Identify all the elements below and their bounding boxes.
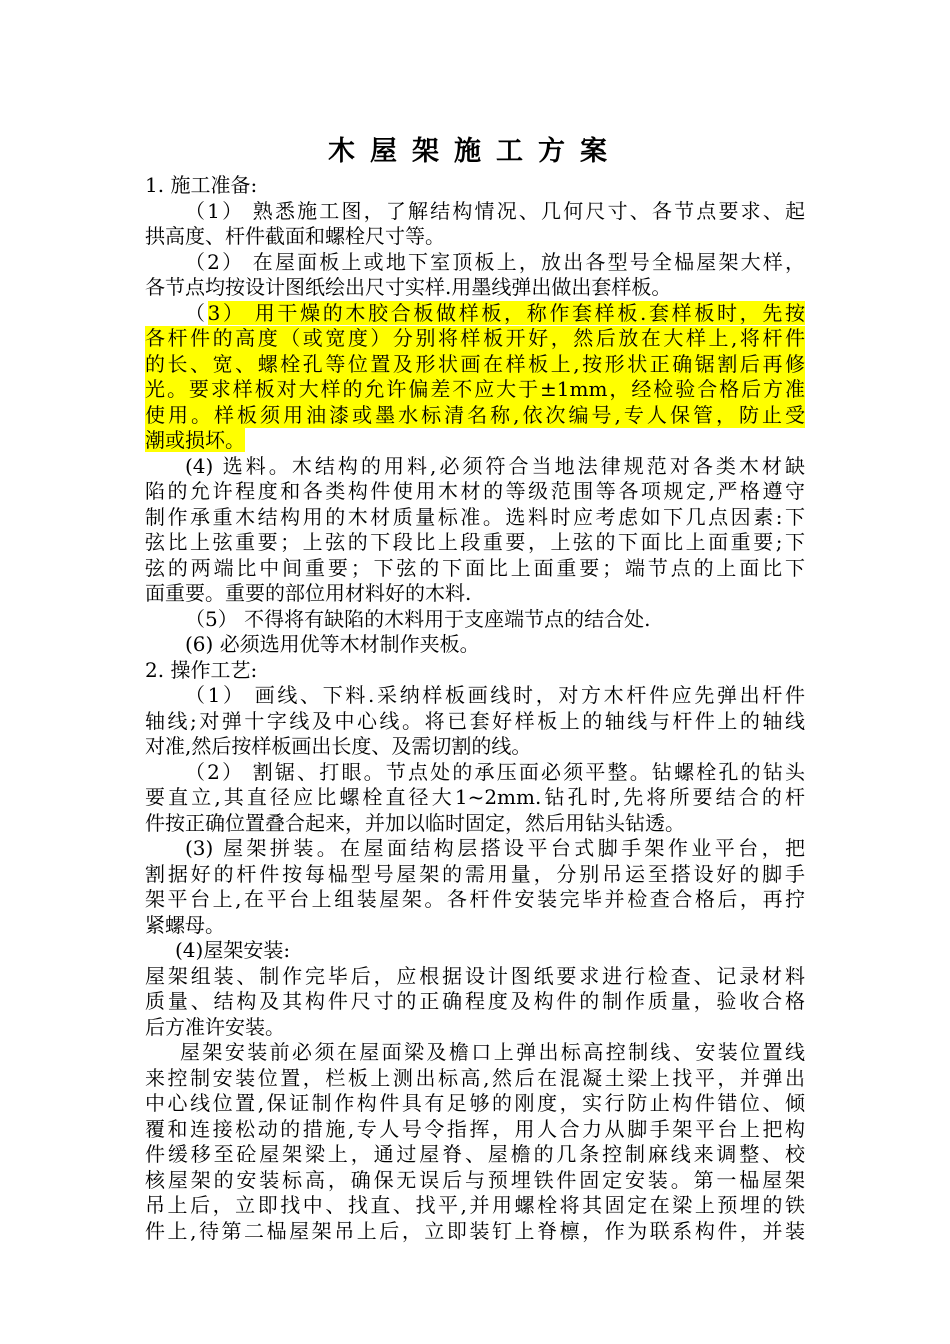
- text-segment: (6) 必须选用优等木材制作夹板。: [185, 632, 480, 656]
- text-segment: 弦比上弦重要；上弦的下段比上段重要，上弦的下面比上面重要;下: [145, 530, 805, 554]
- text-segment: 面重要。重要的部位用材料好的木料.: [145, 581, 472, 605]
- highlighted-text: 各杆件的高度（或宽度）分别将样板开好，然后放在大样上,将杆件: [145, 326, 805, 350]
- text-line: [145, 301, 805, 327]
- text-line: [145, 173, 805, 199]
- text-segment: 件上,待第二榀屋架吊上后，立即装钉上脊檩，作为联系构件，并装: [145, 1218, 805, 1243]
- text-segment: 紧螺母。: [145, 912, 225, 937]
- text-segment: 拱高度、杆件截面和螺栓尺寸等。: [145, 224, 445, 248]
- text-line: [145, 607, 805, 633]
- text-line: [145, 454, 805, 480]
- text-line: [145, 913, 805, 939]
- text-line: [145, 836, 805, 862]
- text-line: [145, 326, 805, 352]
- text-line: [145, 734, 805, 760]
- highlighted-text: 使用。样板须用油漆或墨水标清名称,依次编号,专人保管，防止受: [145, 402, 805, 427]
- text-line: [145, 1091, 805, 1117]
- text-segment: （2） 在屋面板上或地下室顶板上，放出各型号全榀屋架大样，: [185, 249, 805, 274]
- text-line: [145, 479, 805, 505]
- text-line: [145, 785, 805, 811]
- highlighted-text: 的长、宽、螺栓孔等位置及形状画在样板上,按形状正确锯割后再修: [145, 351, 805, 376]
- text-segment: 吊上后，立即找中、找直、找平,并用螺栓将其固定在梁上预埋的铁: [145, 1193, 805, 1217]
- text-line: [145, 428, 805, 454]
- text-segment: 2. 操作工艺:: [145, 657, 258, 682]
- text-line: [145, 709, 805, 735]
- text-line: [145, 505, 805, 531]
- text-segment: 核屋架的安装标高，确保无误后与预埋铁件固定安装。第一榀屋架: [145, 1167, 805, 1192]
- text-line: [145, 1219, 805, 1245]
- text-line: [145, 658, 805, 684]
- text-line: [145, 556, 805, 582]
- text-segment: 质量、结构及其构件尺寸的正确程度及构件的制作质量，验收合格: [145, 989, 805, 1013]
- text-segment: 制作承重木结构用的木材质量标准。选料时应考虑如下几点因素:下: [145, 504, 805, 529]
- text-line: [145, 1066, 805, 1092]
- text-segment: 屋架安装前必须在屋面梁及檐口上弹出标高控制线、安装位置线: [180, 1040, 805, 1064]
- text-line: [145, 275, 805, 301]
- text-segment: (4)屋架安装:: [175, 938, 291, 962]
- text-line: [145, 403, 805, 429]
- text-line: [145, 1117, 805, 1143]
- text-line: [145, 377, 805, 403]
- text-segment: 件缓移至砼屋架梁上，通过屋脊、屋檐的几条控制麻线来调整、校: [145, 1142, 805, 1166]
- text-segment: 各节点均按设计图纸绘出尺寸实样.用墨线弹出做出套样板。: [145, 275, 672, 299]
- text-line: [145, 683, 805, 709]
- text-segment: 轴线;对弹十字线及中心线。将已套好样板上的轴线与杆件上的轴线: [145, 708, 805, 733]
- text-line: [145, 989, 805, 1015]
- text-segment: （1） 画线、下料.采纳样板画线时，对方木杆件应先弹出杆件: [185, 683, 805, 707]
- text-segment: 弦的两端比中间重要；下弦的下面比上面重要；端节点的上面比下: [145, 555, 805, 580]
- text-line: [145, 1193, 805, 1219]
- text-line: [145, 632, 805, 658]
- document-body: [145, 173, 805, 1244]
- document-page: [145, 135, 805, 1244]
- text-line: [145, 199, 805, 225]
- text-segment: （: [185, 300, 208, 325]
- text-segment: (4) 选料。木结构的用料,必须符合当地法律规范对各类木材缺: [185, 453, 805, 478]
- text-line: [145, 1040, 805, 1066]
- text-line: [145, 581, 805, 607]
- text-segment: 来控制安装位置，栏板上测出标高,然后在混凝土梁上找平，并弹出: [145, 1065, 805, 1090]
- text-segment: 架平台上,在平台上组装屋架。各杆件安装完毕并检查合格后，再拧: [145, 887, 805, 911]
- text-line: [145, 811, 805, 837]
- highlighted-text: 3） 用干燥的木胶合板做样板，称作套样板.套样板时，先按: [207, 300, 805, 325]
- text-segment: （2） 割锯、打眼。节点处的承压面必须平整。钻螺栓孔的钻头: [185, 759, 805, 784]
- document-title: 木屋架施工方案: [328, 136, 622, 167]
- text-segment: 要直立,其直径应比螺栓直径大1~2mm.钻孔时,先将所要结合的杆: [145, 785, 805, 809]
- text-line: [145, 1168, 805, 1194]
- highlighted-text: 潮或损坏。: [145, 428, 245, 452]
- text-line: [145, 1142, 805, 1168]
- text-segment: (3) 屋架拼装。在屋面结构层搭设平台式脚手架作业平台，把: [185, 836, 805, 860]
- text-line: [145, 224, 805, 250]
- text-segment: （5） 不得将有缺陷的木料用于支座端节点的结合处.: [185, 606, 651, 631]
- text-line: [145, 964, 805, 990]
- text-segment: 1. 施工准备:: [145, 173, 258, 197]
- text-line: [145, 530, 805, 556]
- text-segment: 陷的允许程度和各类构件使用木材的等级范围等各项规定,严格遵守: [145, 479, 805, 503]
- text-line: [145, 938, 805, 964]
- text-segment: （1） 熟悉施工图，了解结构情况、几何尺寸、各节点要求、起: [185, 198, 805, 223]
- text-segment: 对准,然后按样板画出长度、及需切割的线。: [145, 734, 532, 758]
- text-line: [145, 760, 805, 786]
- text-segment: 中心线位置,保证制作构件具有足够的刚度，实行防止构件错位、倾: [145, 1091, 805, 1115]
- text-line: [145, 887, 805, 913]
- text-segment: 后方准许安装。: [145, 1014, 285, 1039]
- text-line: [145, 1015, 805, 1041]
- text-segment: 割据好的杆件按每榀型号屋架的需用量，分别吊运至搭设好的脚手: [145, 861, 805, 886]
- text-segment: 屋架组装、制作完毕后，应根据设计图纸要求进行检查、记录材料: [145, 963, 805, 988]
- text-segment: 件按正确位置叠合起来，并加以临时固定，然后用钻头钻透。: [145, 810, 685, 835]
- text-segment: 覆和连接松动的措施,专人号令指挥，用人合力从脚手架平台上把构: [145, 1116, 805, 1141]
- text-line: [145, 352, 805, 378]
- text-line: [145, 862, 805, 888]
- text-line: [145, 250, 805, 276]
- highlighted-text: 光。要求样板对大样的允许偏差不应大于±1mm，经检验合格后方准: [145, 377, 805, 401]
